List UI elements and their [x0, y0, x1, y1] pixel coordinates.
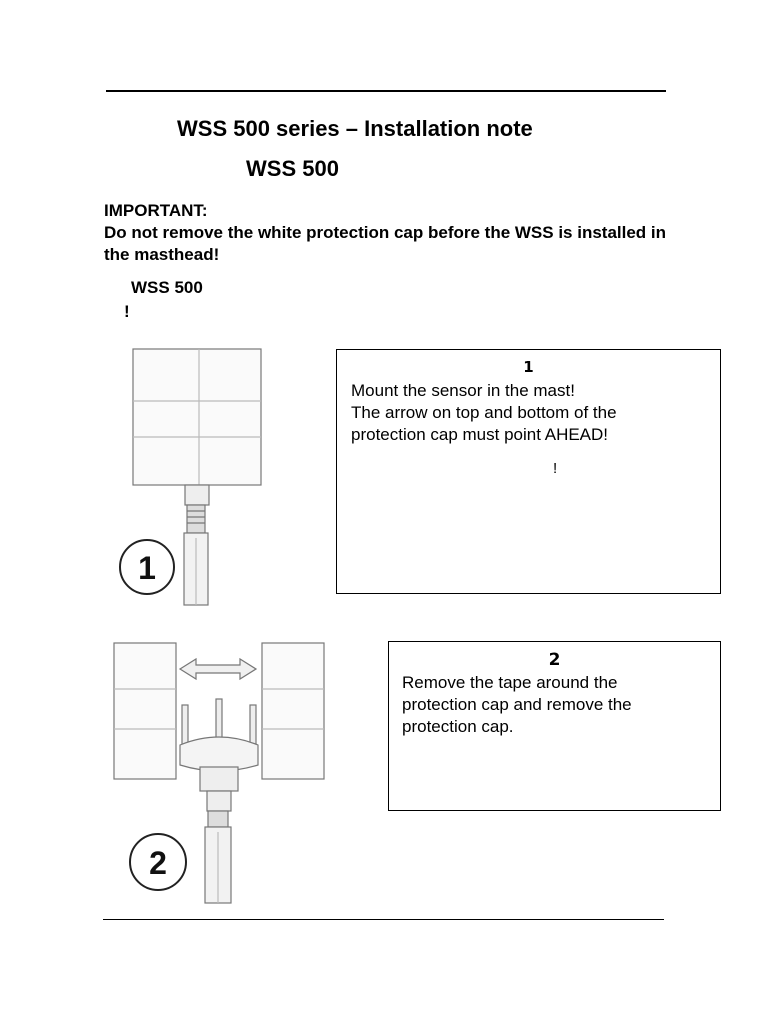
step-2-number: 2 [548, 650, 561, 670]
exclamation-note: ! [124, 302, 130, 321]
step-1-line: The arrow on top and bottom of the [351, 403, 617, 422]
page-subtitle: WSS 500 [246, 156, 339, 181]
step-2-line: protection cap and remove the [402, 695, 632, 714]
step-1-box [336, 349, 721, 594]
page-title: WSS 500 series – Installation note [177, 116, 533, 141]
step-2-figure-number: 2 [149, 845, 167, 881]
step-1-line: protection cap must point AHEAD! [351, 425, 609, 444]
top-rule [106, 90, 666, 92]
step-2-box [388, 641, 721, 811]
step-2-text [402, 672, 712, 738]
step-2-illustration [108, 637, 333, 905]
protection-cap [133, 349, 261, 485]
step-1-line: Mount the sensor in the mast! [351, 381, 575, 400]
cap-half-left [114, 643, 176, 779]
bottom-rule [103, 919, 664, 920]
step-2-line: protection cap. [402, 717, 514, 736]
step-1-exclamation: ! [553, 460, 558, 477]
step-2-line: Remove the tape around the [402, 673, 618, 692]
step-1-text [351, 380, 711, 446]
cap-half-right [262, 643, 324, 779]
double-arrow-icon [180, 659, 256, 679]
step-1-illustration [105, 343, 285, 608]
model-note: WSS 500 [131, 278, 203, 297]
important-label: IMPORTANT: [104, 201, 208, 220]
step-1-number: 1 [523, 358, 534, 376]
sensor-head [180, 737, 258, 771]
important-text: Do not remove the white protection cap before the WSS is installed in the masthead! [104, 223, 667, 264]
step-1-figure-number: 1 [138, 550, 156, 586]
